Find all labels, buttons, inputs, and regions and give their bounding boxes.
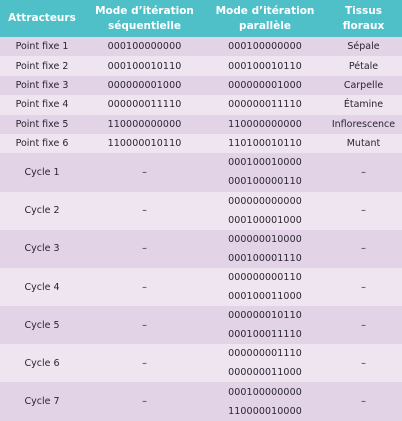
attractor-name: Cycle 7 bbox=[0, 382, 84, 420]
sequential-state: – bbox=[84, 382, 205, 420]
floral-tissue: Sépale bbox=[325, 37, 402, 56]
attractor-name: Cycle 1 bbox=[0, 153, 84, 191]
parallel-state-2: 000100011000 bbox=[228, 291, 302, 302]
sequential-state: – bbox=[84, 230, 205, 268]
parallel-states bbox=[205, 268, 325, 306]
parallel-states bbox=[205, 192, 325, 230]
sequential-state: – bbox=[84, 268, 205, 306]
parallel-state-1: 000000000110 bbox=[228, 272, 302, 283]
table-row bbox=[0, 230, 402, 268]
header-sequential-mode: Mode d’itération séquentielle bbox=[84, 0, 205, 37]
parallel-state: 110100010110 bbox=[205, 134, 325, 153]
floral-tissue: Carpelle bbox=[325, 76, 402, 95]
table-row bbox=[0, 95, 402, 114]
parallel-state-2: 000000011000 bbox=[228, 367, 302, 379]
table-row bbox=[0, 153, 402, 191]
sequential-state: 000100010110 bbox=[84, 56, 205, 75]
parallel-state-2: 000100011110 bbox=[228, 329, 302, 341]
sequential-state: 000000011110 bbox=[84, 95, 205, 114]
sequential-state: – bbox=[84, 192, 205, 230]
attractor-name: Point fixe 3 bbox=[0, 76, 84, 95]
floral-tissue: Inflorescence bbox=[325, 115, 402, 134]
floral-tissue: – bbox=[325, 192, 402, 230]
table-row bbox=[0, 134, 402, 153]
attractor-name: Point fixe 1 bbox=[0, 37, 84, 56]
floral-tissue: – bbox=[325, 153, 402, 191]
parallel-state: 000000001000 bbox=[205, 76, 325, 95]
sequential-state: – bbox=[84, 153, 205, 191]
parallel-states bbox=[205, 344, 325, 382]
parallel-state-1: 000000010110 bbox=[228, 310, 302, 322]
sequential-state: 000000001000 bbox=[84, 76, 205, 95]
floral-tissue: – bbox=[325, 344, 402, 382]
attractor-name: Point fixe 4 bbox=[0, 95, 84, 114]
sequential-state: – bbox=[84, 344, 205, 382]
attractor-name: Cycle 4 bbox=[0, 268, 84, 306]
parallel-state-1: 000100010000 bbox=[228, 157, 302, 169]
floral-tissue: Pétale bbox=[325, 56, 402, 75]
table-row bbox=[0, 192, 402, 230]
attractor-name: Cycle 3 bbox=[0, 230, 84, 268]
table-row bbox=[0, 382, 402, 420]
parallel-state: 000100000000 bbox=[205, 37, 325, 56]
parallel-states bbox=[205, 153, 325, 191]
header-parallel-mode: Mode d’itération parallèle bbox=[205, 0, 325, 37]
floral-tissue: – bbox=[325, 382, 402, 420]
attractor-name: Cycle 6 bbox=[0, 344, 84, 382]
parallel-state-2: 000100000110 bbox=[228, 176, 302, 188]
parallel-state: 110000000000 bbox=[205, 115, 325, 134]
attractor-name: Cycle 2 bbox=[0, 192, 84, 230]
parallel-state-2: 000100001000 bbox=[228, 214, 302, 226]
table-row bbox=[0, 115, 402, 134]
table-row bbox=[0, 268, 402, 306]
floral-tissue: Étamine bbox=[325, 95, 402, 114]
sequential-state: – bbox=[84, 306, 205, 344]
parallel-states bbox=[205, 230, 325, 268]
floral-tissue: – bbox=[325, 306, 402, 344]
floral-tissue: Mutant bbox=[325, 134, 402, 153]
floral-tissue: – bbox=[325, 230, 402, 268]
parallel-state: 000000011110 bbox=[205, 95, 325, 114]
table-row bbox=[0, 56, 402, 75]
header-row bbox=[0, 0, 402, 37]
sequential-state: 110000010110 bbox=[84, 134, 205, 153]
parallel-state-1: 000000000000 bbox=[228, 195, 302, 207]
attractor-name: Point fixe 2 bbox=[0, 56, 84, 75]
floral-tissue: – bbox=[325, 268, 402, 306]
parallel-state-1: 000000010000 bbox=[228, 233, 302, 245]
header-floral-tissues: Tissus floraux bbox=[325, 0, 402, 37]
parallel-states bbox=[205, 306, 325, 344]
header-attracteurs: Attracteurs bbox=[0, 0, 84, 37]
parallel-state: 000100010110 bbox=[205, 56, 325, 75]
parallel-state-2: 000100001110 bbox=[228, 252, 302, 264]
attractor-name: Cycle 5 bbox=[0, 306, 84, 344]
attractor-name: Point fixe 5 bbox=[0, 115, 84, 134]
sequential-state: 000100000000 bbox=[84, 37, 205, 56]
parallel-state-1: 000000001110 bbox=[228, 348, 302, 360]
parallel-states bbox=[205, 382, 325, 420]
table-row bbox=[0, 76, 402, 95]
parallel-state-2: 110000010000 bbox=[228, 405, 302, 417]
attractor-name: Point fixe 6 bbox=[0, 134, 84, 153]
sequential-state: 110000000000 bbox=[84, 115, 205, 134]
table-row bbox=[0, 37, 402, 56]
parallel-state-1: 000100000000 bbox=[228, 386, 302, 398]
table-row bbox=[0, 344, 402, 382]
table-row bbox=[0, 306, 402, 344]
